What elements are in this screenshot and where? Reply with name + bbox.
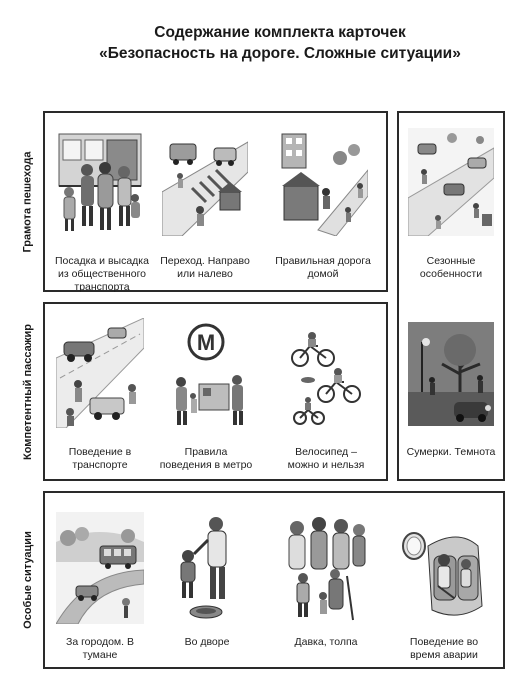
seasonal-illustration [408,128,494,236]
crossing-illustration [162,132,248,236]
section-label-pedestrian: Грамота пешехода [22,150,35,253]
card-caption-crossing: Переход. Направо или налево [160,255,250,280]
way-home-illustration [278,130,368,236]
bicycle-illustration [286,328,366,428]
page-title [60,22,500,64]
title-line-1: Содержание комплекта карточек [154,24,406,41]
metro-logo-illustration [163,322,249,430]
card-caption-seasonal: Сезонные особенности [419,255,483,280]
card-caption-crowd: Давка, толпа [294,636,358,648]
countryside-fog-illustration [56,512,144,624]
metro-letter: М [196,330,216,355]
card-caption-countryside-fog: За городом. В тумане [65,636,134,661]
crowd-illustration [283,514,369,624]
card-caption-dusk: Сумерки. Темнота [406,446,496,458]
section-label-special: Особые ситуации [22,531,34,629]
card-caption-way-home: Правильная дорога домой [275,255,371,280]
dusk-illustration [408,322,494,426]
courtyard-illustration [168,514,246,624]
card-caption-accident: Поведение во время аварии [409,636,479,661]
bus-stop-boarding-illustration [57,132,143,236]
card-caption-metro: Правила поведения в метро [159,446,253,471]
title-line-2: «Безопасность на дороге. Сложные ситуации» [99,45,461,62]
accident-illustration [398,526,486,624]
card-caption-bicycle: Велосипед – можно и нельзя [287,446,365,471]
section-label-passenger: Компетентный пассажир [22,323,34,460]
in-transport-illustration [56,318,144,428]
card-caption-in-transport: Поведение в транспорте [68,446,132,471]
card-caption-boarding: Посадка и высадка из общественного транспорта [55,255,149,293]
card-caption-courtyard: Во дворе [184,636,230,648]
